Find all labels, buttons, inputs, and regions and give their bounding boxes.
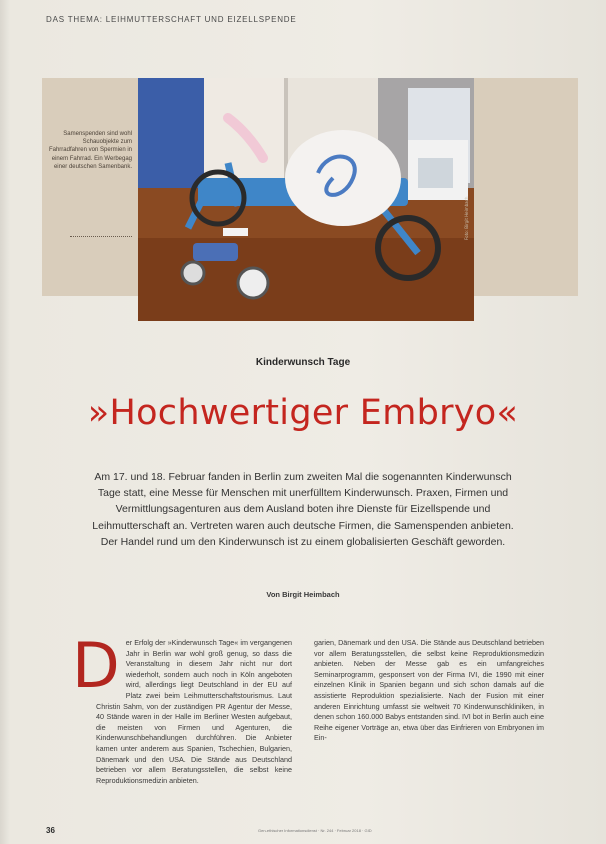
body-text-right: garien, Dänemark und den USA. Die Stände aus Deutschland betrieben vor allem Beratungsstellen, die selbst keine Reproduktionsmedizin anbieten. Neben der Messe gab es ein umfangreiches Seminarprogramm, gesponsert von der Firma IVI, die 1990 mit einer einzelnen Klinik in Spanien begann und sich schon damals auf die assistierte Reproduktion spezialisierte. Nach der Fusion mit einer anderen Einrichtung umfasst sie weltweit 70 Kinderwunschkliniken, in denen schon 160.000 Babys entstanden sind. IVI bot in Berlin auch eine Reihe eigener Vorträge an, etwa über das Einfrieren von Embryonen im Ein-	[314, 638, 544, 743]
article-lead: Am 17. und 18. Februar fanden in Berlin zum zweiten Mal die sogenannten Kinderwunsch Tage statt, eine Messe für Menschen mit unerfülltem Kinderwunsch. Praxen, Firmen und Vermittlungsagenturen aus dem Ausland boten ihre Dienste für Eizellspende und Leihmutterschaft an. Vertreten waren auch deutsche Firmen, die Samenspenden anbieten. Der Handel rund um den Kinderwunsch ist zu einem globalisierten Geschäft geworden.	[92, 471, 514, 548]
body-column-right	[314, 638, 544, 744]
body-text-left: er Erfolg der »Kinderwunsch Tage« im vergangenen Jahr in Berlin war wohl groß genug, so dass die Veranstaltung in diesem Jahr nicht nur dort wiederholt, sondern auch noch in Köln angeboten wird, allerdings liegt Deutschland in der EU auf Platz zwei beim Leihmutterschaftstourismus. Laut Christin Sahm, von der zuständigen PR Agentur der Messe, 40 Stände waren in der Halle im Berliner Westen aufgebaut, die meisten von Firmen und Agenturen, die Kinderwunschbehandlungen durchführen. Die Anbieter kamen unter anderem aus Spanien, Tschechien, Bulgarien, Dänemark und den USA. Die Stände aus Deutschland betrieben vor allem Beratungsstellen, die selbst keine Reproduktionsmedizin anbieten.	[96, 638, 292, 785]
drop-cap: D	[72, 629, 120, 702]
footer-source-line: Gen-ethischer Informationsdienst · Nr. 244 · Februar 2018 · GID	[258, 828, 372, 833]
article-headline: »Hochwertiger Embryo«	[87, 393, 519, 433]
photo-illustration	[138, 78, 474, 321]
article-byline: Von Birgit Heimbach	[266, 590, 340, 599]
body-column-left	[72, 629, 292, 786]
photo-credit: Foto: Birgit Heimbach	[464, 196, 469, 240]
article-photo	[138, 78, 474, 321]
article-kicker: Kinderwunsch Tage	[255, 357, 351, 368]
caption-dotted-rule	[70, 236, 132, 237]
page-number: 36	[46, 826, 55, 835]
running-head: DAS THEMA: LEIHMUTTERSCHAFT UND EIZELLSPENDE	[46, 15, 297, 24]
photo-caption: Samenspenden sind wohl Schauobjekte zum Fahrradfahren von Spermien in einem Fahrrad. Ein Werbegag einer deutschen Samenbank.	[48, 131, 132, 170]
